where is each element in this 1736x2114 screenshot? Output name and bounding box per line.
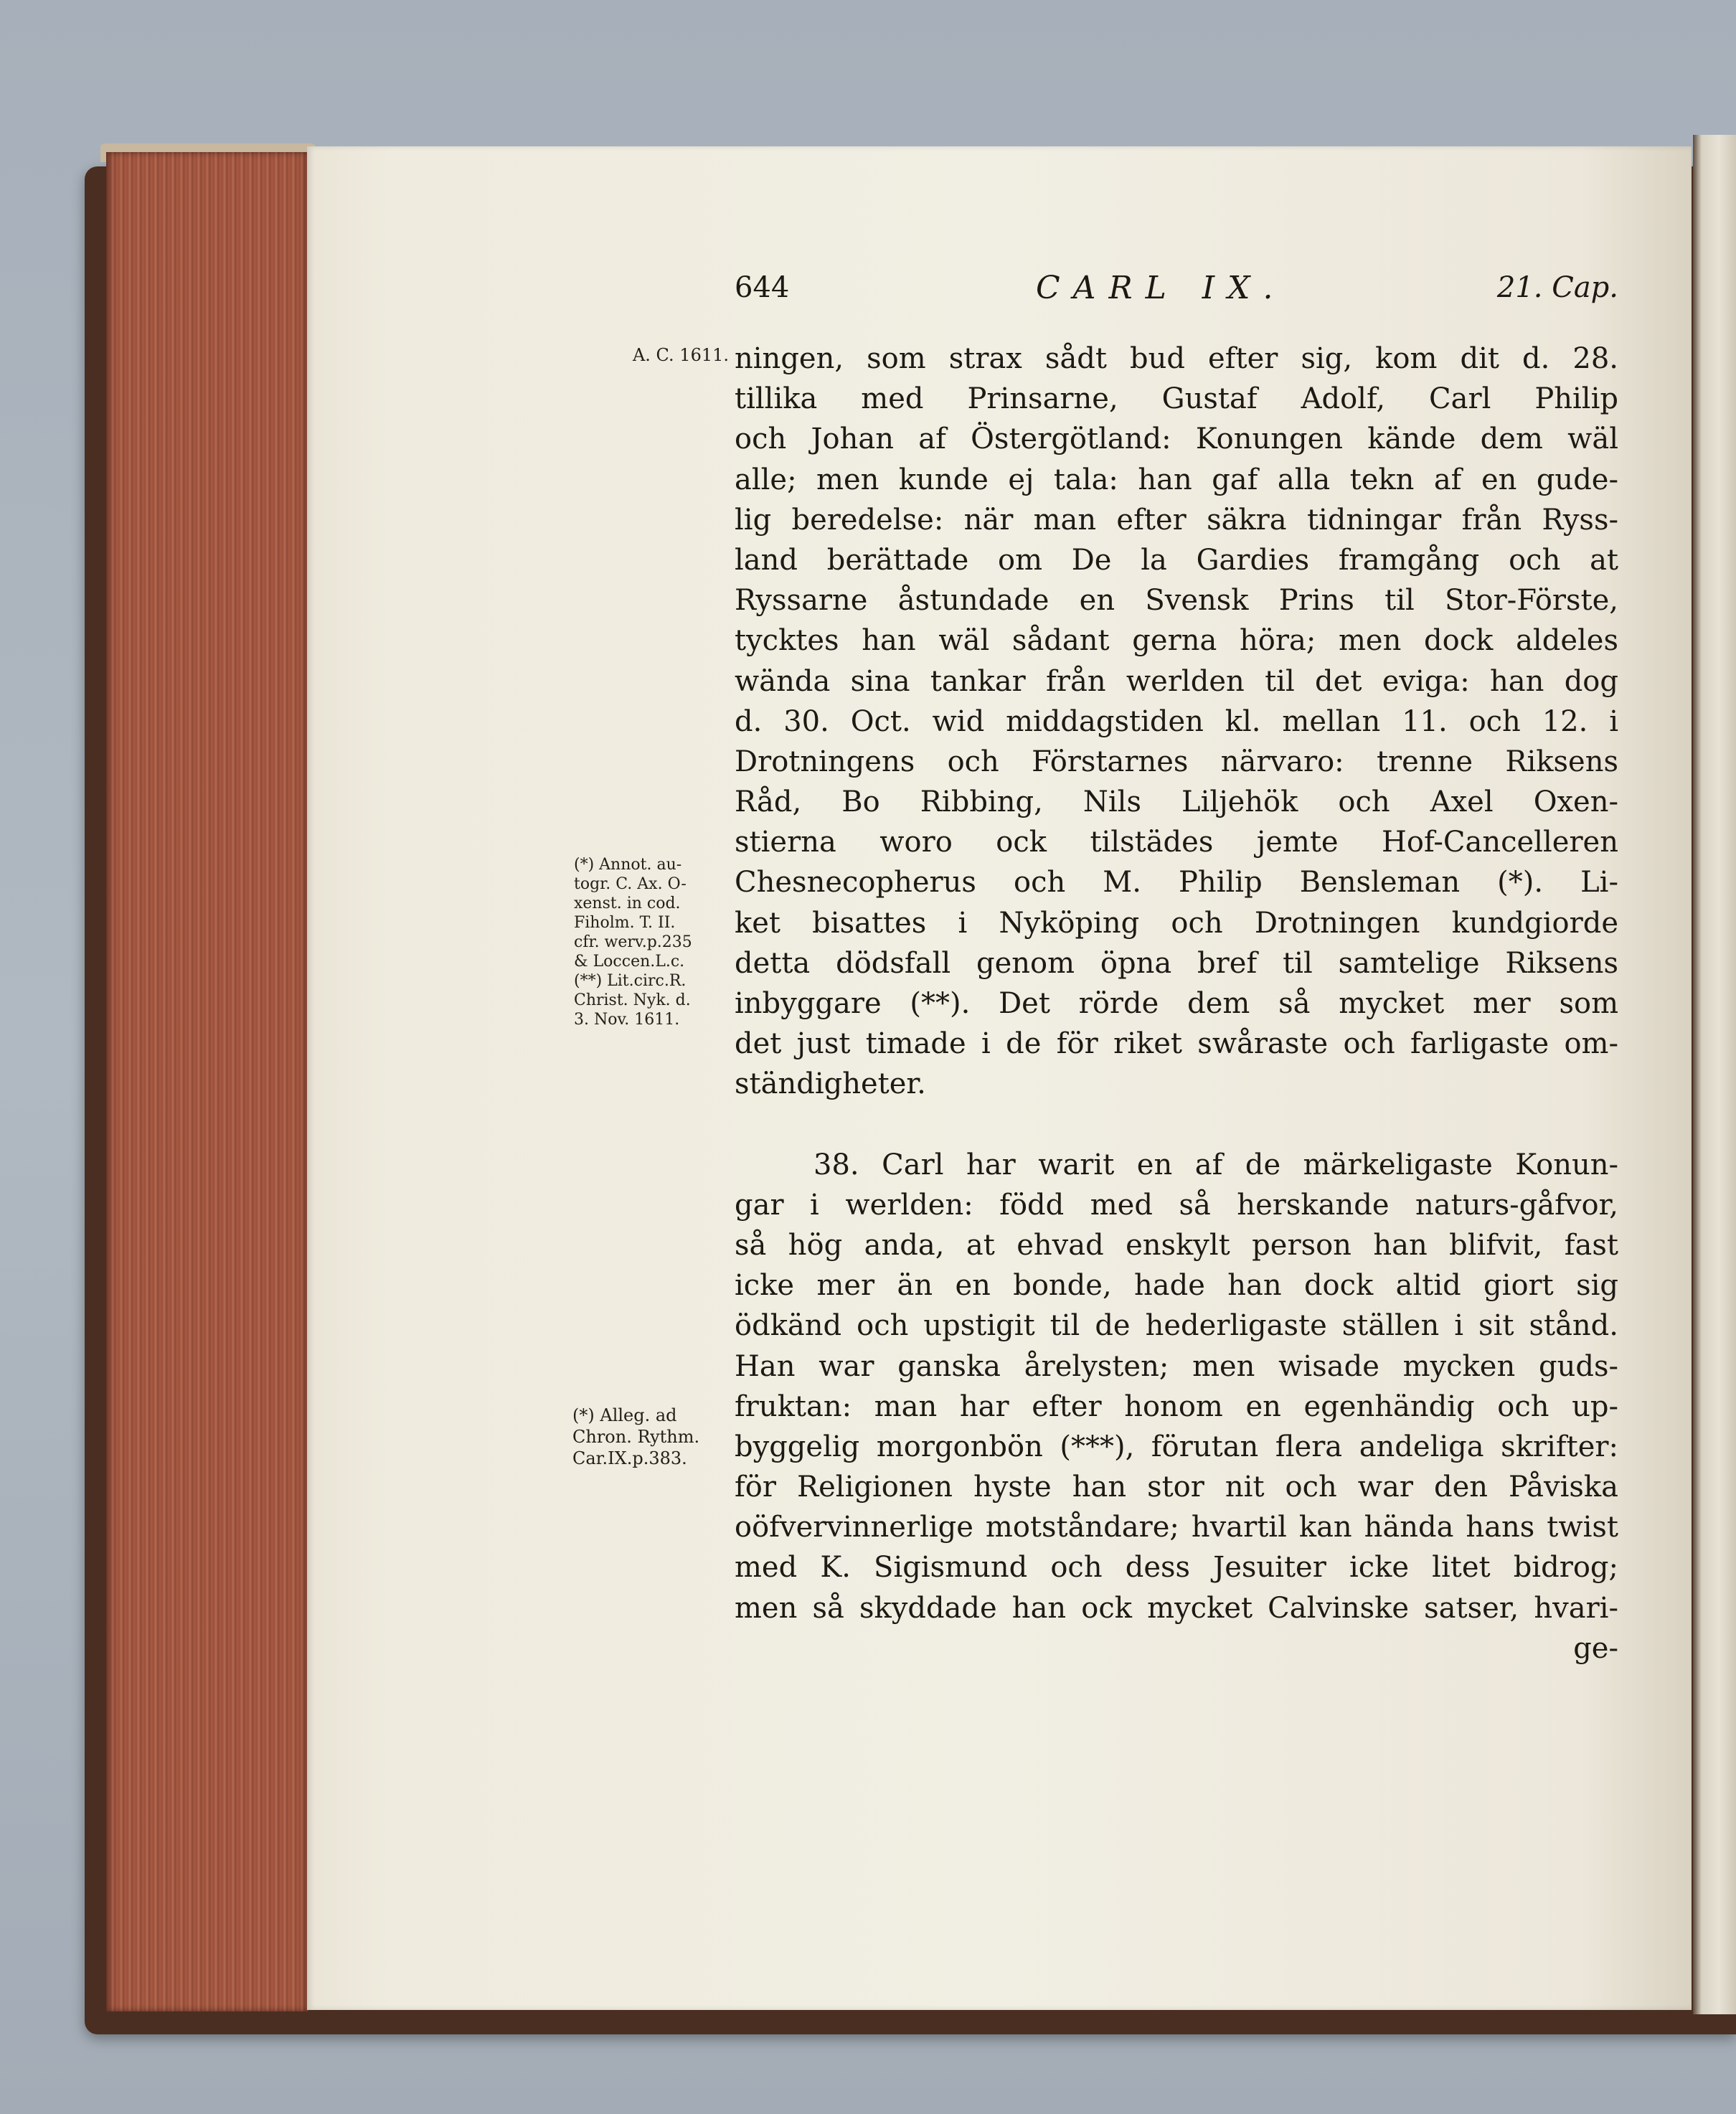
- margin-note-line: Christ. Nyk. d.: [574, 991, 691, 1009]
- text-line: stierna woro ock tilstädes jemte Hof-Cancelleren: [735, 826, 1618, 859]
- text-line: lig beredelse: när man efter säkra tidningar från Ryss-: [735, 503, 1618, 537]
- text-line: Chesnecopherus och M. Philip Bensleman (*). Li-: [735, 866, 1618, 900]
- margin-note-line: 3. Nov. 1611.: [574, 1011, 680, 1029]
- text-line: Ryssarne åstundade en Svensk Prins til Stor-Förste,: [735, 584, 1618, 618]
- bleed-through: [574, 545, 717, 564]
- facing-page: [1693, 135, 1736, 2014]
- text-line: fruktan: man har efter honom en egenhändig och up-: [735, 1389, 1618, 1423]
- text-line: inbyggare (**). Det rörde dem så mycket mer som: [735, 987, 1618, 1020]
- margin-note-line: Car.IX.p.383.: [572, 1448, 687, 1468]
- text-line: alle; men kunde ej tala: han gaf alla tekn af en gude-: [735, 463, 1618, 496]
- text-line: Drotningens och Förstarnes närvaro: trenne Riksens: [735, 745, 1618, 778]
- text-line: detta dödsfall genom öpna bref til samtelige Riksens: [735, 946, 1618, 980]
- text-line: icke mer än en bonde, hade han dock altid giort sig: [735, 1269, 1618, 1303]
- text-line: tillika med Prinsarne, Gustaf Adolf, Carl Philip: [735, 382, 1618, 416]
- chapter-label: 21. Cap.: [1496, 271, 1618, 304]
- running-head: [735, 271, 1618, 314]
- page-number: 644: [735, 271, 790, 304]
- text-line: wända sina tankar från werlden til det eviga: han dog: [735, 664, 1618, 698]
- margin-note-line: Fiholm. T. II.: [574, 914, 676, 932]
- running-title: CARL IX.: [1036, 270, 1286, 306]
- text-line: ket bisattes i Nyköping och Drotningen kundgiorde: [735, 906, 1618, 940]
- body-text: [735, 339, 1618, 1669]
- margin-note-line: togr. C. Ax. O-: [574, 875, 687, 893]
- margin-note-line: (*) Annot. au-: [574, 856, 682, 874]
- text-line: 38. Carl har warit en af de märkeligaste Konun-: [813, 1148, 1618, 1181]
- margin-note-1: [574, 855, 730, 1029]
- text-line: ständigheter.: [735, 1067, 926, 1101]
- text-line: tycktes han wäl sådant gerna höra; men dock aldeles: [735, 624, 1618, 658]
- text-line: ödkänd och upstigit til de hederligaste ställen i sit stånd.: [735, 1309, 1618, 1343]
- text-line: land berättade om De la Gardies framgång och at: [735, 543, 1618, 577]
- text-line: så hög anda, at ehvad enskylt person han blifvit, fast: [735, 1228, 1618, 1262]
- margin-note-2: [572, 1405, 730, 1469]
- text-line: byggelig morgonbön (***), förutan flera andeliga skrifter:: [735, 1430, 1618, 1463]
- text-line: det just timade i de för riket swåraste och farligaste om-: [735, 1027, 1618, 1061]
- paragraph-gap: [735, 1105, 1618, 1145]
- text-line: och Johan af Östergötland: Konungen kände dem wäl: [735, 423, 1618, 456]
- margin-note-line: xenst. in cod.: [574, 895, 681, 912]
- margin-note-line: (**) Lit.circ.R.: [574, 972, 687, 990]
- margin-note-line: (*) Alleg. ad: [572, 1405, 677, 1425]
- text-line: Råd, Bo Ribbing, Nils Liljehök och Axel Oxen-: [735, 785, 1618, 819]
- margin-note-line: & Loccen.L.c.: [574, 953, 685, 971]
- catchword: ge-: [1573, 1631, 1618, 1665]
- margin-year: [588, 346, 729, 365]
- page-block-edge: [106, 152, 308, 2011]
- text-line: med K. Sigismund och dess Jesuiter icke litet bidrog;: [735, 1551, 1618, 1585]
- text-line: för Religionen hyste han stor nit och war den Påviska: [735, 1471, 1618, 1504]
- text-line: oöfvervinnerlige motståndare; hvartil kan hända hans twist: [735, 1511, 1618, 1544]
- margin-year-text: A. C. 1611.: [632, 345, 729, 365]
- text-line: Han war ganska årelysten; men wisade mycken guds-: [735, 1349, 1618, 1383]
- text-line: d. 30. Oct. wid middagstiden kl. mellan 11. och 12. i: [735, 704, 1618, 738]
- margin-note-line: Chron. Rythm.: [572, 1427, 700, 1447]
- text-line: ningen, som strax sådt bud efter sig, kom dit d. 28.: [735, 342, 1618, 375]
- text-line: gar i werlden: född med så herskande naturs-gåfvor,: [735, 1188, 1618, 1222]
- text-line: men så skyddade han ock mycket Calvinske satser, hvari-: [735, 1591, 1618, 1625]
- margin-note-line: cfr. werv.p.235: [574, 933, 692, 951]
